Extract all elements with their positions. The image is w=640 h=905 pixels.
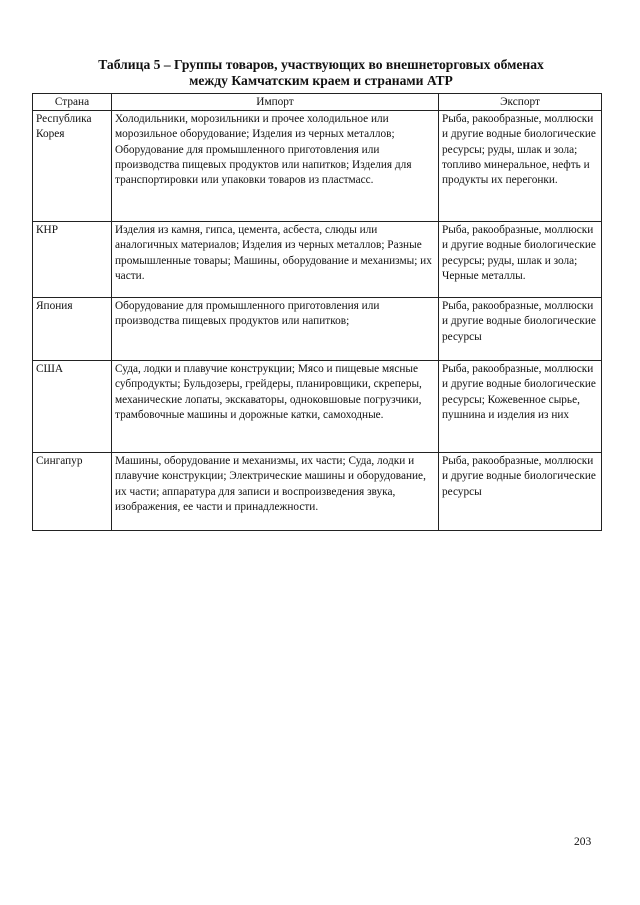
table-title-line-2: между Камчатским краем и странами АТР	[189, 73, 453, 88]
table-row	[33, 453, 602, 531]
country-cell: Сингапур	[33, 453, 112, 531]
export-cell: Рыба, ракообразные, моллюски и другие водные биологические ресурсы; руды, шлак и зола; Черные металлы.	[439, 222, 602, 298]
import-cell: Оборудование для промышленного приготовления или производства пищевых продуктов или напитков;	[112, 298, 439, 361]
trade-goods-table	[32, 93, 602, 531]
table-row	[33, 361, 602, 453]
export-cell: Рыба, ракообразные, моллюски и другие водные биологические ресурсы	[439, 453, 602, 531]
table-title-line-1: Таблица 5 – Группы товаров, участвующих во внешнеторговых обменах	[98, 57, 544, 72]
header-import: Импорт	[112, 94, 439, 111]
import-cell: Суда, лодки и плавучие конструкции; Мясо и пищевые мясные субпродукты; Бульдозеры, грейдеры, планировщики, скреперы, механические лопаты, экскаваторы, одноковшовые погрузчики, трамбовочные машины и дорожные катки, самоходные.	[112, 361, 439, 453]
country-cell: США	[33, 361, 112, 453]
table-header-row	[33, 94, 602, 111]
country-cell: КНР	[33, 222, 112, 298]
table-title	[32, 57, 610, 89]
table-row	[33, 298, 602, 361]
country-cell: Япония	[33, 298, 112, 361]
header-export: Экспорт	[439, 94, 602, 111]
import-cell: Изделия из камня, гипса, цемента, асбеста, слюды или аналогичных материалов; Изделия из черных металлов; Разные промышленные товары; Машины, оборудование и механизмы; их части.	[112, 222, 439, 298]
header-country: Страна	[33, 94, 112, 111]
import-cell: Холодильники, морозильники и прочее холодильное или морозильное оборудование; Изделия из черных металлов; Оборудование для промышленного приготовления или производства пищевых продуктов или напитков; Изделия для транспортировки или упаковки товаров из пластмасс.	[112, 111, 439, 222]
page-number: 203	[574, 836, 592, 848]
table-row	[33, 111, 602, 222]
country-cell: Республика Корея	[33, 111, 112, 222]
table-row	[33, 222, 602, 298]
import-cell: Машины, оборудование и механизмы, их части; Суда, лодки и плавучие конструкции; Электрические машины и оборудование, их части; аппаратура для записи и воспроизведения звука, изображения, ее части и принадлежности.	[112, 453, 439, 531]
export-cell: Рыба, ракообразные, моллюски и другие водные биологические ресурсы; Кожевенное сырье, пушнина и изделия из них	[439, 361, 602, 453]
export-cell: Рыба, ракообразные, моллюски и другие водные биологические ресурсы; руды, шлак и зола; топливо минеральное, нефть и продукты их перегонки.	[439, 111, 602, 222]
export-cell: Рыба, ракообразные, моллюски и другие водные биологические ресурсы	[439, 298, 602, 361]
